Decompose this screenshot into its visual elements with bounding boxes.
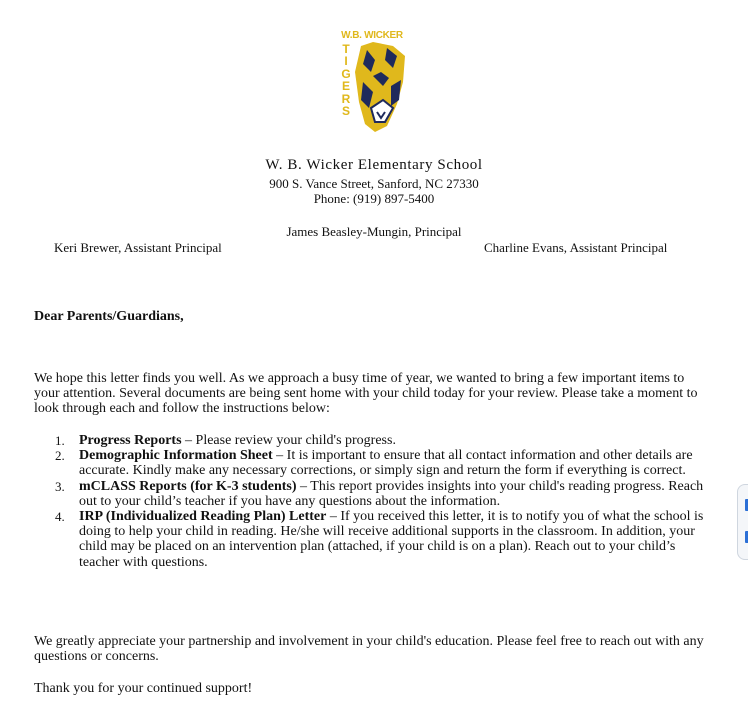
item-title: Progress Reports — [79, 433, 182, 448]
logo-letter: E — [341, 79, 350, 94]
closing-paragraph: We greatly appreciate your partnership and involvement in your child's education. Please feel free to reach out with any questions or concerns. — [34, 634, 704, 665]
list-number: 3. — [55, 478, 65, 494]
tiger-head-icon — [353, 42, 405, 132]
assistant-principal-left: Keri Brewer, Assistant Principal — [54, 240, 222, 255]
list-item — [34, 433, 714, 448]
list-number: 4. — [55, 509, 65, 525]
logo-letter: S — [341, 104, 350, 119]
school-name: W. B. Wicker Elementary School — [265, 157, 483, 173]
list-item — [34, 479, 714, 509]
list-number: 2. — [55, 448, 65, 464]
item-text: – It is important to ensure that all contact information and other details are accurate. Kindly make any necessary corrections, or simply sign and return the form if everything is correct. — [79, 448, 693, 479]
item-title: IRP (Individualized Reading Plan) Letter — [79, 509, 327, 525]
item-title: mCLASS Reports (for K-3 students) — [79, 478, 297, 494]
item-text: – This report provides insights into your child's reading progress. Reach out to your child’s teacher if you have any questions about the information. — [79, 478, 704, 509]
logo-top-text: W.B. WICKER — [341, 30, 403, 41]
list-item — [34, 448, 714, 478]
document-list — [34, 433, 714, 570]
salutation: Dear Parents/Guardians, — [34, 309, 184, 324]
principal-name: James Beasley-Mungin, Principal — [286, 224, 462, 239]
logo-letter: T — [342, 42, 350, 56]
school-address: 900 S. Vance Street, Sanford, NC 27330 — [269, 176, 479, 191]
logo-letter: G — [341, 66, 351, 81]
list-item — [34, 509, 714, 570]
item-text: – Please review your child's progress. — [181, 433, 396, 448]
logo-vertical-text — [340, 43, 352, 117]
assistant-principal-right: Charline Evans, Assistant Principal — [484, 240, 668, 255]
thanks-line: Thank you for your continued support! — [34, 681, 253, 696]
list-number: 1. — [55, 433, 65, 448]
intro-paragraph: We hope this letter finds you well. As we approach a busy time of year, we wanted to bring a few important items to your attention. Several documents are being sent home with your child today for your review. Please take a moment to look through each and follow the instructions below: — [34, 371, 698, 417]
side-panel-handle[interactable] — [737, 484, 748, 560]
school-phone: Phone: (919) 897-5400 — [313, 191, 435, 206]
logo-letter: R — [341, 91, 351, 106]
logo-letter: I — [344, 54, 348, 69]
school-logo — [338, 30, 406, 132]
item-title: Demographic Information Sheet — [79, 448, 273, 464]
item-text: – If you received this letter, it is to notify you of what the school is doing to help your child in reading. He/she will receive additional supports in the classroom. In addition, your child may be placed on an intervention plan (attached, if your child is on a plan). Reach out to your child’s teacher with questions. — [79, 509, 704, 570]
